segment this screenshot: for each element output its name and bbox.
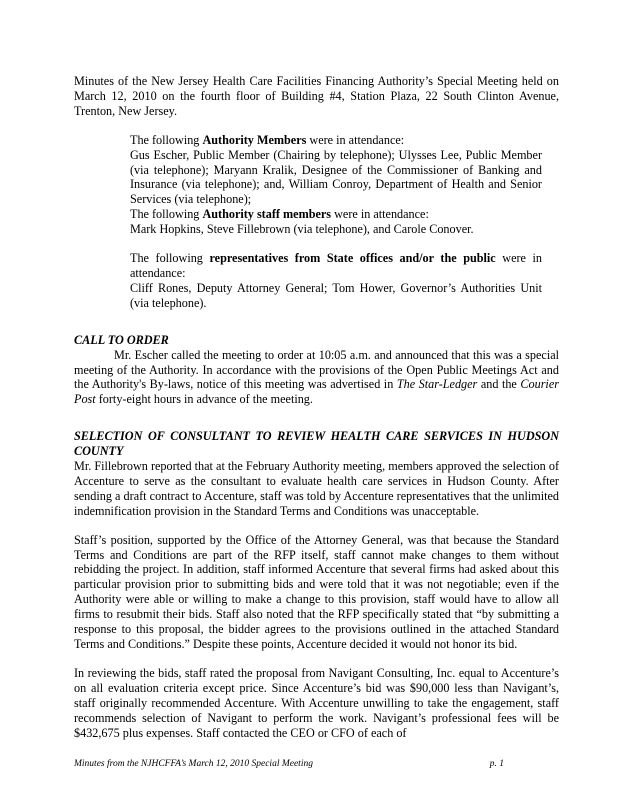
staff-heading: The following Authority staff members were in attendance: — [130, 207, 429, 222]
call-to-order-paragraph: Mr. Escher called the meeting to order at 10:05 a.m. and announced that this was a special meeting of the Authority. In accordance with the provisions of the Open Public Meetings Act and the Authority's By-laws, notice of this meeting was advertised in The Star-Ledger and the Courier Post forty-eight hours in advance of the meeting. — [74, 347, 559, 407]
selection-paragraph-1: Mr. Fillebrown reported that at the February Authority meeting, members approved the selection of Accenture to serve as the consultant to evaluate health care services in Hudson County. After sending a draft contract to Accenture, staff was told by Accenture representatives that the unlimited indemnification provision in the Standard Terms and Conditions was unacceptable. — [74, 459, 559, 518]
public-heading: The following representatives from State offices and/or the public were in attendance: — [130, 251, 542, 280]
selection-paragraph-2: Staff’s position, supported by the Office of the Attorney General, was that because the Standard Terms and Conditions are part of the RFP itself, staff cannot make changes to them without rebidding the project. In addition, staff informed Accenture that several firms had asked about this particular provision prior to submitting bids and were told that it was not negotiable; even if the Authority were able or willing to make a change to this provision, staff would have to allow all firms to resubmit their bids. Staff also noted that the RFP specifically stated that “by submitting a response to this proposal, the bidder agrees to the provisions outlined in the attached Standard Terms and Conditions.” Despite these points, Accenture decided it would not honor its bid. — [74, 532, 559, 651]
public-bold: representatives from State offices and/or the public — [209, 251, 496, 266]
newspaper-courier-post: Courier Post — [74, 377, 559, 407]
members-list: Gus Escher, Public Member (Chairing by telephone); Ulysses Lee, Public Member (via telephone); Maryann Kralik, Designee of the Commissioner of Banking and Insurance (via telephone); and, William Conroy, Department of Health and Senior Services (via telephone); — [130, 147, 542, 207]
attendance-block — [130, 133, 542, 311]
document-body — [74, 74, 559, 740]
selection-heading: SELECTION OF CONSULTANT TO REVIEW HEALTH CARE SERVICES IN HUDSON COUNTY — [74, 429, 559, 459]
page-number: p. 1 — [489, 759, 504, 769]
footer-title: Minutes from the NJHCFFA’s March 12, 2010 Special Meeting — [74, 759, 313, 769]
members-bold: Authority Members — [202, 132, 307, 147]
public-list: Cliff Rones, Deputy Attorney General; Tom Hower, Governor’s Authorities Unit (via telephone). — [130, 280, 542, 310]
newspaper-star-ledger: The Star-Ledger — [396, 377, 478, 392]
selection-paragraph-3: In reviewing the bids, staff rated the proposal from Navigant Consulting, Inc. equal to Accenture’s on all evaluation criteria except price. Since Accenture’s bid was $90,000 less than Navigant’s, staff originally recommended Accenture. With Accenture unwilling to take the engagement, staff recommends selection of Navigant to perform the work. Navigant’s professional fees will be $432,675 plus expenses. Staff contacted the CEO or CFO of each of — [74, 665, 559, 740]
page-footer — [74, 758, 504, 770]
intro-paragraph: Minutes of the New Jersey Health Care Facilities Financing Authority’s Special Meeting held on March 12, 2010 on the fourth floor of Building #4, Station Plaza, 22 South Clinton Avenue, Trenton, New Jersey. — [74, 74, 559, 118]
staff-bold: Authority staff members — [202, 207, 332, 222]
call-to-order-heading: CALL TO ORDER — [74, 332, 169, 347]
members-heading: The following Authority Members were in attendance: — [130, 132, 405, 147]
staff-list: Mark Hopkins, Steve Fillebrown (via telephone), and Carole Conover. — [130, 222, 474, 237]
